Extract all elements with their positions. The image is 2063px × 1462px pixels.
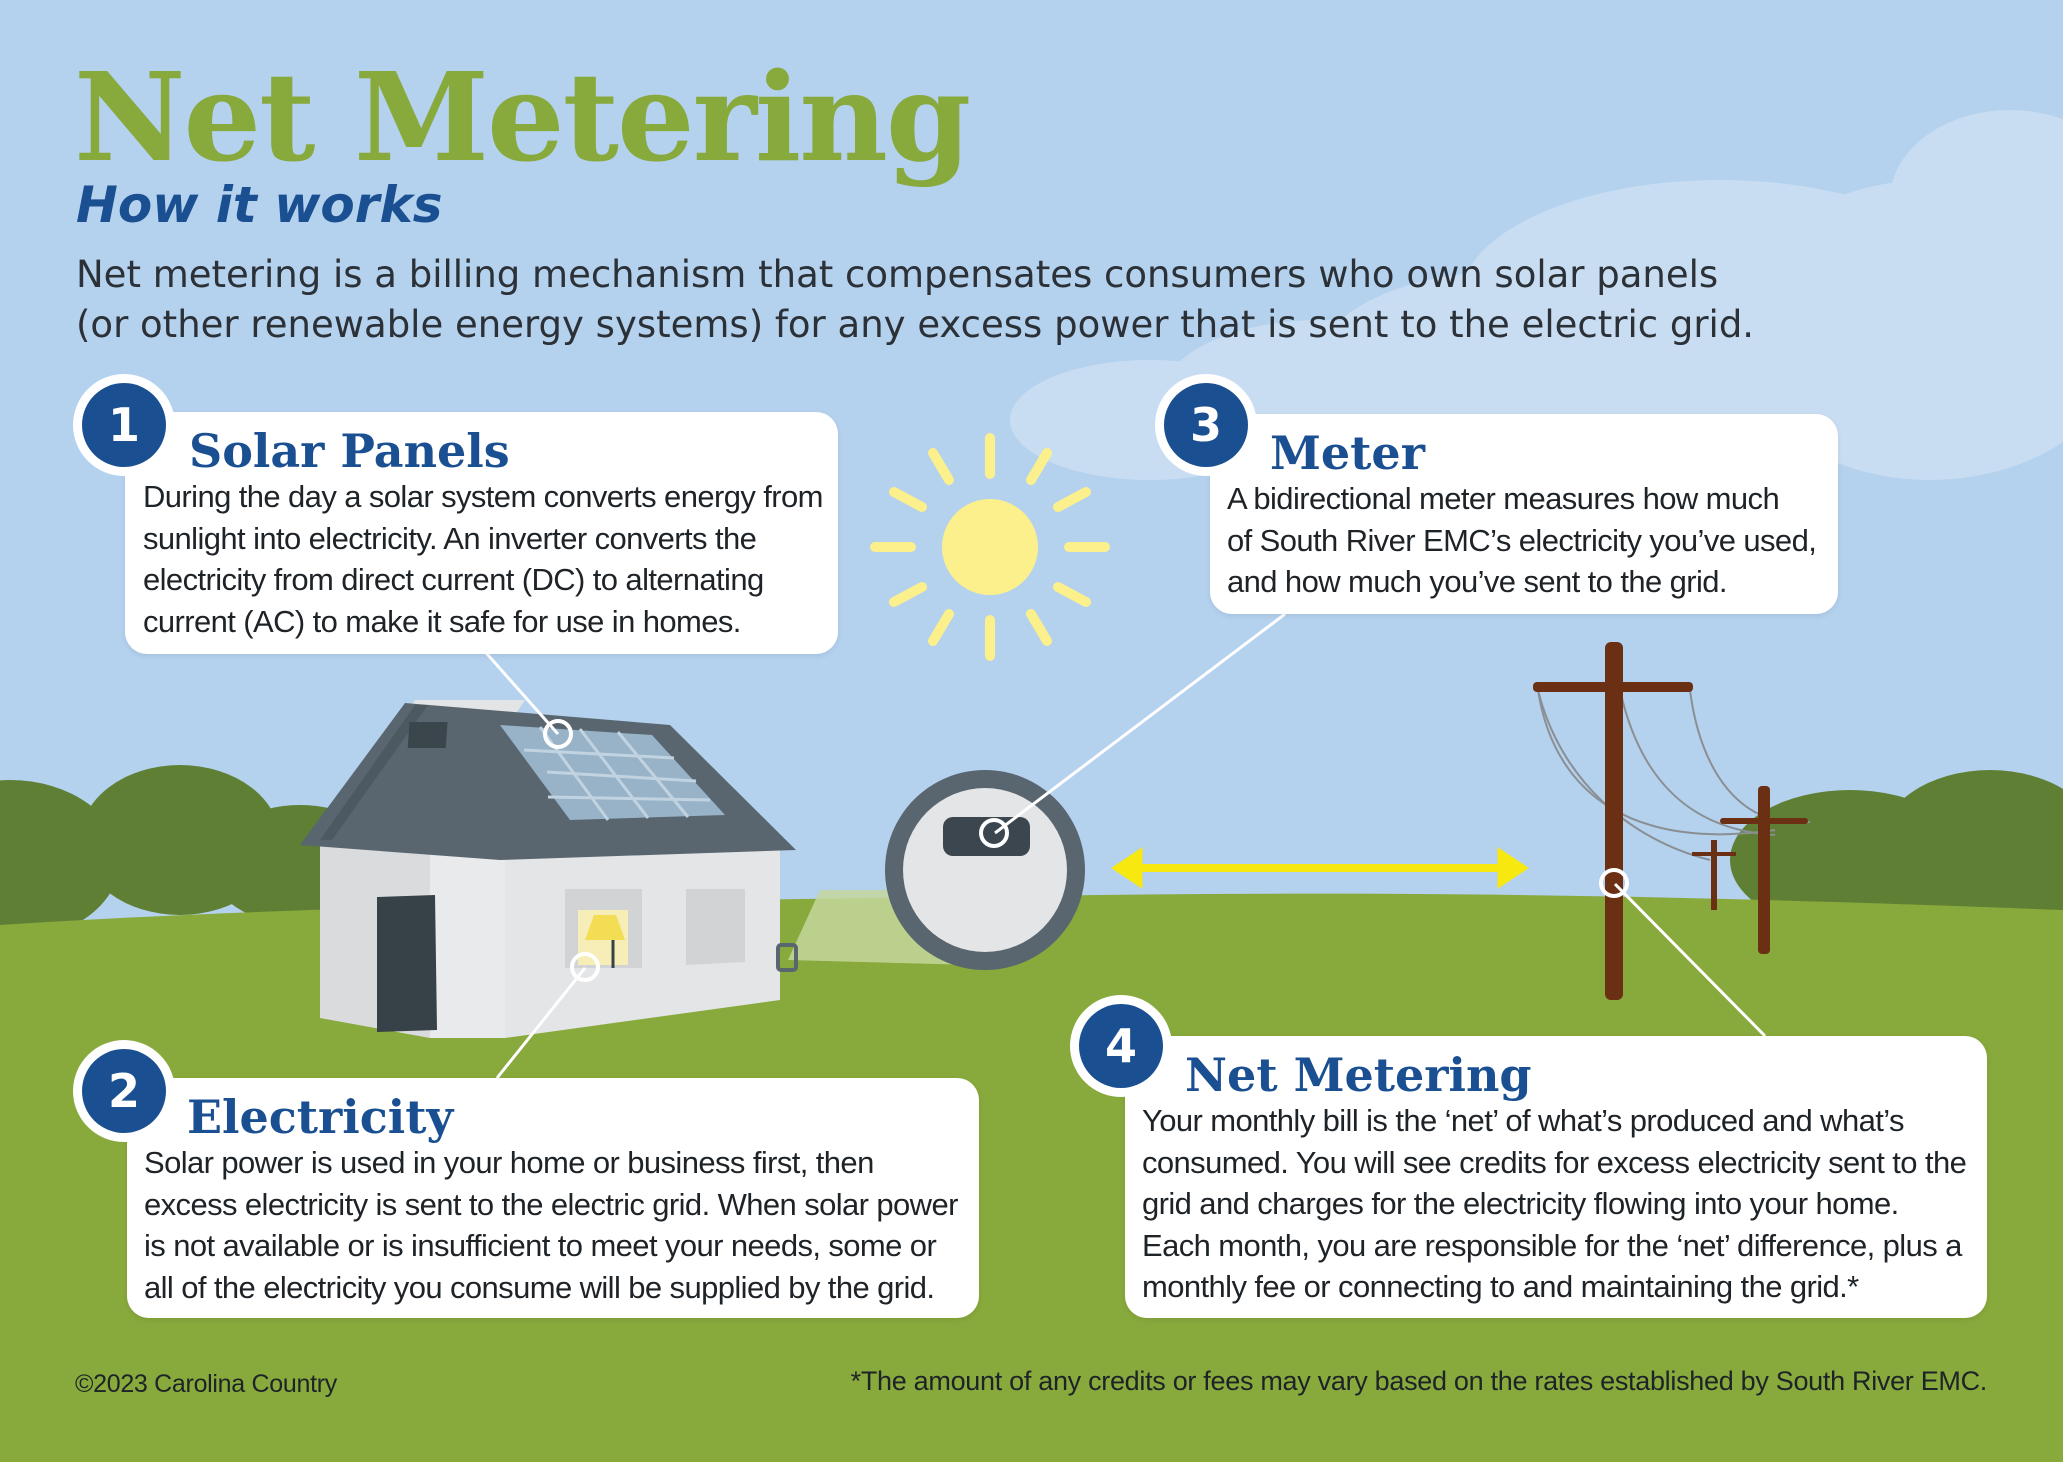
- step-line: is not available or is insufficient to meet your needs, some or: [144, 1228, 937, 1263]
- step-line: all of the electricity you consume will be supplied by the grid.: [144, 1269, 935, 1305]
- step-description: [1227, 478, 1816, 603]
- step-line: of South River EMC’s electricity you’ve used,: [1227, 522, 1817, 558]
- step-card-solar-panels: [125, 412, 838, 654]
- step-number-badge: [73, 374, 175, 476]
- intro-text: [76, 250, 1876, 350]
- step-line: Solar power is used in your home or business first, then: [144, 1145, 874, 1180]
- step-number-badge: [1070, 995, 1172, 1097]
- disclaimer: *The amount of any credits or fees may vary based on the rates established by South River EMC.: [850, 1366, 1987, 1396]
- step-line: grid and charges for the electricity flowing into your home.: [1142, 1186, 1899, 1221]
- step-line: Your monthly bill is the ‘net’ of what’s produced and what’s: [1142, 1103, 1904, 1138]
- step-line: and how much you’ve sent to the grid.: [1227, 564, 1727, 599]
- step-title: Electricity: [187, 1090, 454, 1144]
- step-line: current (AC) to make it safe for use in homes.: [143, 603, 741, 639]
- step-card-meter: [1210, 414, 1838, 614]
- intro-line: (or other renewable energy systems) for any excess power that is sent to the electric grid.: [76, 303, 1755, 346]
- step-number: 4: [1079, 1004, 1163, 1088]
- step-title: Solar Panels: [189, 424, 510, 478]
- step-description: [144, 1142, 958, 1308]
- step-line: Each month, you are responsible for the ‘net’ difference, plus a: [1142, 1227, 1962, 1263]
- meter-icon: [885, 770, 1085, 970]
- step-number: 3: [1164, 383, 1248, 467]
- step-number-badge: [73, 1040, 175, 1142]
- page-title: Net Metering: [74, 45, 970, 189]
- step-number: 1: [82, 383, 166, 467]
- step-line: A bidirectional meter measures how much: [1227, 481, 1780, 516]
- step-line: During the day a solar system converts energy from: [143, 479, 823, 514]
- step-card-net-metering: [1125, 1036, 1987, 1318]
- step-card-electricity: [127, 1078, 979, 1318]
- step-description: [143, 476, 823, 642]
- step-title: Meter: [1270, 426, 1425, 480]
- step-line: sunlight into electricity. An inverter converts the: [143, 520, 757, 556]
- intro-line: Net metering is a billing mechanism that compensates consumers who own solar panels: [76, 253, 1719, 296]
- step-description: [1142, 1100, 1966, 1308]
- step-line: excess electricity is sent to the electric grid. When solar power: [144, 1186, 958, 1222]
- step-number: 2: [82, 1049, 166, 1133]
- step-line: monthly fee or connecting to and maintaining the grid.*: [1142, 1269, 1859, 1304]
- step-title: Net Metering: [1185, 1048, 1532, 1102]
- page-subtitle: How it works: [76, 176, 443, 234]
- step-line: consumed. You will see credits for excess electricity sent to the: [1142, 1144, 1967, 1180]
- step-number-badge: [1155, 374, 1257, 476]
- copyright: ©2023 Carolina Country: [75, 1370, 337, 1398]
- step-line: electricity from direct current (DC) to alternating: [143, 562, 764, 597]
